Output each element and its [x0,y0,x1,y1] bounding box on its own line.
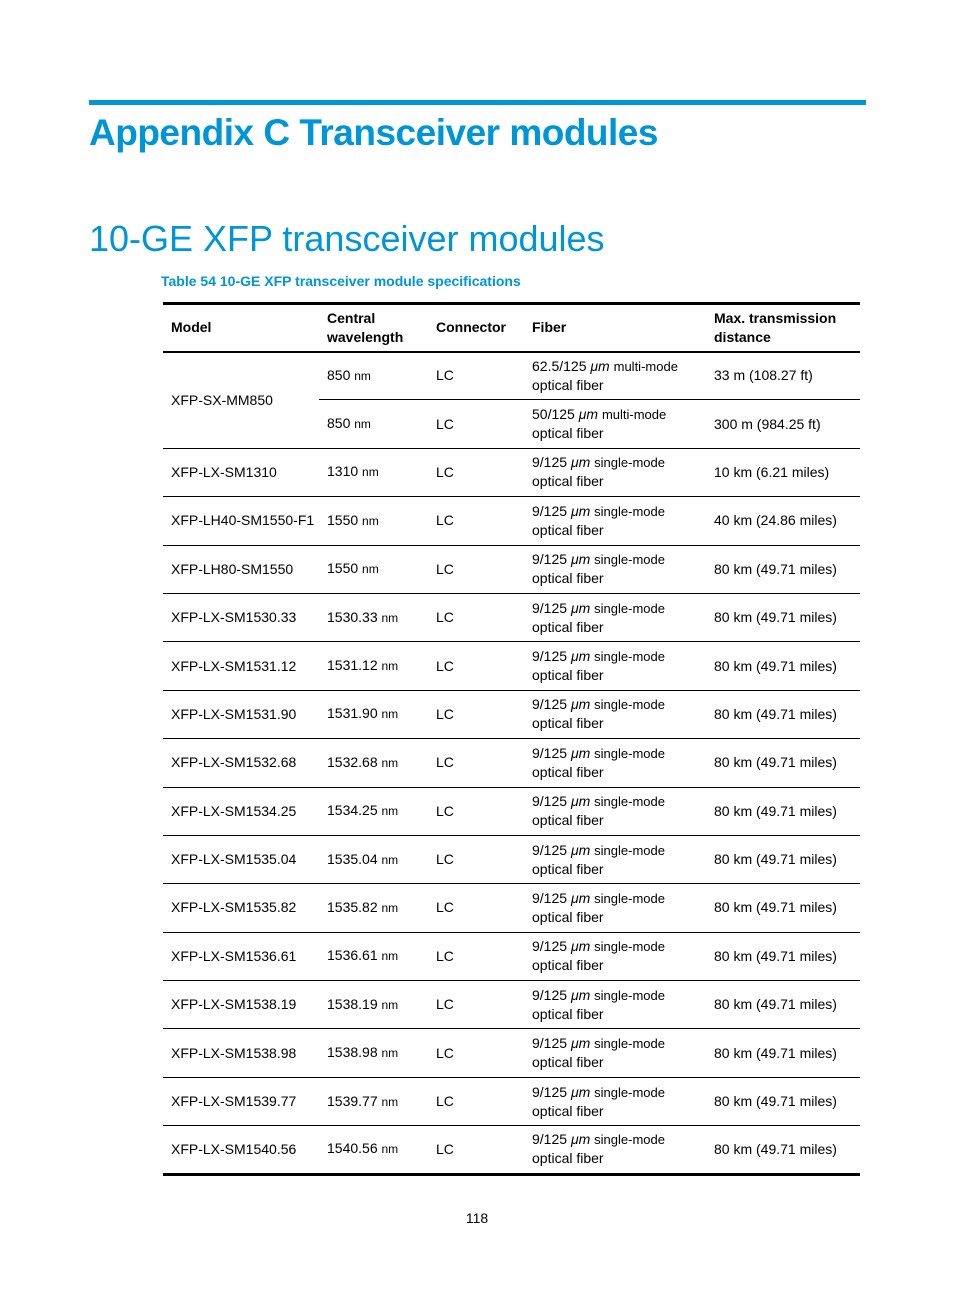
fiber-size: 9/125 [532,889,568,906]
distance-cell: 80 km (49.71 miles) [706,1029,860,1077]
table-row [163,352,860,400]
table-row [163,545,860,593]
micrometer-unit: μm [570,648,591,665]
micrometer-unit: μm [570,1131,591,1148]
fiber-spec [532,986,698,1005]
fiber-type: optical fiber [532,1005,604,1022]
connector-cell: LC [428,545,524,593]
wavelength-cell [319,545,428,593]
fiber-size: 9/125 [532,599,568,616]
distance-cell: 80 km (49.71 miles) [706,739,860,787]
micrometer-unit: μm [570,986,591,1003]
fiber-size: 9/125 [532,696,568,713]
fiber-cell [524,1077,706,1125]
fiber-spec [532,1083,698,1102]
fiber-type: optical fiber [532,618,604,635]
connector-cell: LC [428,690,524,738]
table-body [163,352,860,1175]
wavelength-cell [319,739,428,787]
micrometer-unit: μm [570,889,591,906]
wavelength-unit: nm [381,659,399,674]
distance-cell: 300 m (984.25 ft) [706,400,860,448]
wavelength-cell [319,448,428,496]
header-wavelength-line2: wavelength [327,328,404,345]
fiber-cell [524,932,706,980]
table-row [163,884,860,932]
micrometer-unit: μm [570,938,591,955]
micrometer-unit: μm [570,696,591,713]
fiber-cell [524,642,706,690]
fiber-mode: single-mode [594,1084,665,1100]
fiber-mode: single-mode [594,1036,665,1052]
fiber-size: 9/125 [532,1131,568,1148]
table-row [163,981,860,1029]
table-row [163,739,860,787]
header-distance-line1: Max. transmission [714,309,837,326]
model-cell: XFP-LX-SM1538.98 [163,1029,319,1077]
fiber-mode: single-mode [594,649,665,665]
model-cell: XFP-LX-SM1534.25 [163,787,319,835]
fiber-spec [532,405,698,424]
fiber-mode: multi-mode [601,407,667,423]
fiber-spec [532,647,698,666]
distance-cell: 80 km (49.71 miles) [706,1077,860,1125]
fiber-size: 9/125 [532,551,568,568]
model-cell: XFP-LX-SM1532.68 [163,739,319,787]
model-cell: XFP-LX-SM1540.56 [163,1126,319,1174]
wavelength-unit: nm [354,417,371,432]
fiber-type: optical fiber [532,860,604,877]
wavelength-value: 1550 [327,560,359,577]
wavelength-value: 1540.56 [327,1140,378,1157]
distance-cell: 80 km (49.71 miles) [706,884,860,932]
wavelength-cell [319,642,428,690]
fiber-spec [532,453,698,472]
fiber-type: optical fiber [532,812,604,829]
wavelength-value: 850 [327,366,351,383]
fiber-type: optical fiber [532,763,604,780]
wavelength-value: 1534.25 [327,802,378,819]
table-row [163,642,860,690]
micrometer-unit: μm [570,454,591,471]
micrometer-unit: μm [570,1035,591,1052]
fiber-size: 9/125 [532,648,568,665]
fiber-type: optical fiber [532,957,604,974]
connector-cell: LC [428,642,524,690]
model-cell: XFP-LH40-SM1550-F1 [163,497,319,545]
connector-cell: LC [428,400,524,448]
table-row [163,497,860,545]
fiber-size: 62.5/125 [532,357,587,374]
fiber-spec [532,1130,698,1149]
wavelength-unit: nm [381,755,399,770]
connector-cell: LC [428,981,524,1029]
header-fiber: Fiber [524,304,706,352]
distance-cell: 80 km (49.71 miles) [706,1126,860,1174]
wavelength-value: 850 [327,415,351,432]
fiber-size: 9/125 [532,841,568,858]
distance-cell: 10 km (6.21 miles) [706,448,860,496]
micrometer-unit: μm [570,1083,591,1100]
wavelength-unit: nm [381,707,399,722]
table-row [163,932,860,980]
fiber-mode: single-mode [594,1132,665,1148]
distance-cell: 80 km (49.71 miles) [706,981,860,1029]
model-cell: XFP-LX-SM1539.77 [163,1077,319,1125]
fiber-size: 9/125 [532,1035,568,1052]
distance-cell: 33 m (108.27 ft) [706,352,860,400]
wavelength-value: 1531.12 [327,657,378,674]
wavelength-value: 1538.98 [327,1044,378,1061]
wavelength-cell [319,835,428,883]
wavelength-unit: nm [381,804,399,819]
table-row [163,448,860,496]
fiber-mode: single-mode [594,552,665,568]
wavelength-value: 1536.61 [327,947,378,964]
table-caption: Table 54 10-GE XFP transceiver module specifications [161,273,521,289]
micrometer-unit: μm [570,793,591,810]
table-row [163,1029,860,1077]
connector-cell: LC [428,352,524,400]
connector-cell: LC [428,739,524,787]
header-connector: Connector [428,304,524,352]
section-title: 10-GE XFP transceiver modules [89,218,605,259]
top-rule [89,100,866,105]
model-cell: XFP-LX-SM1531.12 [163,642,319,690]
wavelength-value: 1310 [327,463,359,480]
fiber-cell [524,593,706,641]
fiber-type: optical fiber [532,908,604,925]
fiber-type: optical fiber [532,376,604,393]
fiber-mode: single-mode [594,600,665,616]
header-wavelength-line1: Central [327,309,376,326]
connector-cell: LC [428,448,524,496]
fiber-type: optical fiber [532,521,604,538]
fiber-type: optical fiber [532,1150,604,1167]
page-number: 118 [465,1210,489,1226]
connector-cell: LC [428,932,524,980]
fiber-cell [524,448,706,496]
wavelength-unit: nm [381,1094,399,1109]
fiber-spec [532,744,698,763]
wavelength-unit: nm [362,465,379,480]
fiber-cell [524,1029,706,1077]
connector-cell: LC [428,593,524,641]
table-row [163,690,860,738]
wavelength-unit: nm [381,900,399,915]
micrometer-unit: μm [578,406,599,423]
fiber-mode: single-mode [594,842,665,858]
model-cell: XFP-LX-SM1310 [163,448,319,496]
wavelength-cell [319,352,428,400]
fiber-cell [524,352,706,400]
connector-cell: LC [428,1077,524,1125]
wavelength-unit: nm [362,562,379,577]
fiber-mode: single-mode [594,939,665,955]
wavelength-cell [319,497,428,545]
table-row [163,1077,860,1125]
fiber-spec [532,357,698,376]
wavelength-value: 1532.68 [327,753,378,770]
fiber-cell [524,497,706,545]
fiber-mode: single-mode [594,745,665,761]
wavelength-cell [319,1126,428,1174]
connector-cell: LC [428,787,524,835]
fiber-type: optical fiber [532,715,604,732]
fiber-spec [532,1034,698,1053]
fiber-cell [524,1126,706,1174]
distance-cell: 40 km (24.86 miles) [706,497,860,545]
model-cell: XFP-LX-SM1531.90 [163,690,319,738]
header-wavelength [319,304,428,352]
connector-cell: LC [428,835,524,883]
fiber-size: 9/125 [532,986,568,1003]
fiber-mode: single-mode [594,794,665,810]
fiber-cell [524,545,706,593]
model-cell: XFP-LX-SM1530.33 [163,593,319,641]
spec-table [163,302,860,1176]
wavelength-unit: nm [362,513,379,528]
wavelength-unit: nm [381,852,399,867]
fiber-cell [524,400,706,448]
fiber-cell [524,690,706,738]
fiber-mode: single-mode [594,890,665,906]
fiber-cell [524,884,706,932]
distance-cell: 80 km (49.71 miles) [706,593,860,641]
fiber-size: 9/125 [532,938,568,955]
wavelength-cell [319,932,428,980]
wavelength-value: 1535.04 [327,850,378,867]
model-cell: XFP-LX-SM1538.19 [163,981,319,1029]
wavelength-cell [319,400,428,448]
header-distance [706,304,860,352]
wavelength-cell [319,981,428,1029]
fiber-mode: single-mode [594,697,665,713]
fiber-type: optical fiber [532,425,604,442]
fiber-type: optical fiber [532,1054,604,1071]
fiber-size: 9/125 [532,454,568,471]
model-cell: XFP-SX-MM850 [163,352,319,449]
distance-cell: 80 km (49.71 miles) [706,835,860,883]
table-row [163,787,860,835]
fiber-type: optical fiber [532,570,604,587]
fiber-spec [532,599,698,618]
wavelength-cell [319,787,428,835]
wavelength-value: 1530.33 [327,608,378,625]
wavelength-unit: nm [354,368,371,383]
fiber-spec [532,695,698,714]
connector-cell: LC [428,1029,524,1077]
micrometer-unit: μm [590,357,610,374]
micrometer-unit: μm [570,841,591,858]
fiber-spec [532,502,698,521]
model-cell: XFP-LX-SM1535.04 [163,835,319,883]
fiber-size: 9/125 [532,793,568,810]
fiber-size: 9/125 [532,502,568,519]
micrometer-unit: μm [570,551,591,568]
model-cell: XFP-LX-SM1535.82 [163,884,319,932]
distance-cell: 80 km (49.71 miles) [706,545,860,593]
wavelength-unit: nm [381,610,399,625]
header-model: Model [163,304,319,352]
wavelength-cell [319,593,428,641]
table-row [163,835,860,883]
fiber-mode: multi-mode [613,358,678,374]
distance-cell: 80 km (49.71 miles) [706,932,860,980]
distance-cell: 80 km (49.71 miles) [706,642,860,690]
distance-cell: 80 km (49.71 miles) [706,787,860,835]
wavelength-cell [319,1029,428,1077]
table-row [163,593,860,641]
connector-cell: LC [428,1126,524,1174]
header-distance-line2: distance [714,328,771,345]
fiber-mode: single-mode [594,455,665,471]
fiber-type: optical fiber [532,667,604,684]
fiber-type: optical fiber [532,473,604,490]
fiber-type: optical fiber [532,1102,604,1119]
micrometer-unit: μm [570,502,591,519]
wavelength-unit: nm [381,997,399,1012]
fiber-spec [532,841,698,860]
connector-cell: LC [428,884,524,932]
fiber-size: 50/125 [532,406,575,423]
wavelength-value: 1538.19 [327,995,378,1012]
fiber-spec [532,889,698,908]
fiber-spec [532,792,698,811]
fiber-cell [524,739,706,787]
wavelength-unit: nm [381,949,399,964]
model-cell: XFP-LH80-SM1550 [163,545,319,593]
fiber-mode: single-mode [594,503,665,519]
distance-cell: 80 km (49.71 miles) [706,690,860,738]
fiber-mode: single-mode [594,987,665,1003]
micrometer-unit: μm [570,599,591,616]
wavelength-value: 1535.82 [327,898,378,915]
fiber-cell [524,835,706,883]
fiber-spec [532,937,698,956]
wavelength-cell [319,690,428,738]
fiber-spec [532,550,698,569]
fiber-size: 9/125 [532,1083,568,1100]
wavelength-value: 1550 [327,511,359,528]
fiber-cell [524,787,706,835]
wavelength-value: 1539.77 [327,1092,378,1109]
micrometer-unit: μm [570,744,591,761]
wavelength-cell [319,1077,428,1125]
wavelength-cell [319,884,428,932]
table-row [163,1126,860,1174]
fiber-cell [524,981,706,1029]
wavelength-unit: nm [381,1142,399,1157]
table-header-row [163,304,860,352]
fiber-size: 9/125 [532,744,568,761]
appendix-title: Appendix C Transceiver modules [89,112,658,153]
wavelength-value: 1531.90 [327,705,378,722]
wavelength-unit: nm [381,1046,399,1061]
model-cell: XFP-LX-SM1536.61 [163,932,319,980]
connector-cell: LC [428,497,524,545]
